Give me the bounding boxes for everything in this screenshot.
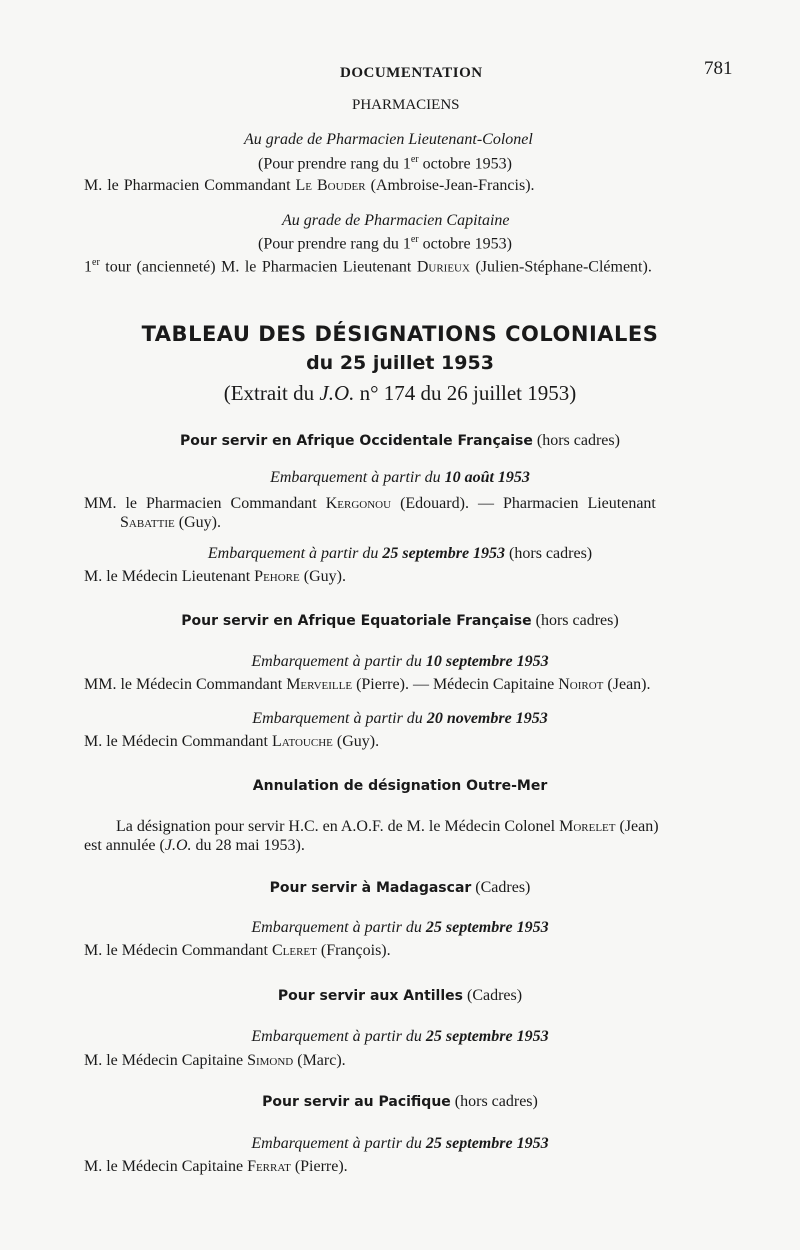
page-number: 781 (704, 58, 733, 79)
rank-line-1: (Pour prendre rang du 1er octobre 1953) (258, 154, 512, 173)
entry-kergonou: MM. le Pharmacien Commandant Kergonou (Edouard). — Pharmacien Lieutenant (84, 495, 656, 512)
annulation-line-1: La désignation pour servir H.C. en A.O.F. de M. le Médecin Colonel Morelet (Jean) (116, 818, 659, 835)
heading-antilles: Pour servir aux Antilles (Cadres) (277, 987, 523, 1004)
embarkation-aof-2: Embarquement à partir du 25 septembre 1953 (hors cadres) (207, 545, 593, 562)
embarkation-aof-1: Embarquement à partir du 10 août 1953 (270, 469, 530, 486)
embarkation-pacifique: Embarquement à partir du 25 septembre 1953 (251, 1135, 549, 1152)
tableau-date: du 25 juillet 1953 (306, 352, 494, 374)
entry-merveille-noirot: MM. le Médecin Commandant Merveille (Pierre). — Médecin Capitaine Noirot (Jean). (84, 676, 651, 693)
annulation-line-2: est annulée (J.O. du 28 mai 1953). (84, 837, 305, 854)
tableau-extract: (Extrait du J.O. n° 174 du 26 juillet 1953) (223, 381, 577, 405)
section-title-pharmaciens: PHARMACIENS (352, 97, 460, 113)
entry-le-bouder: M. le Pharmacien Commandant Le Bouder (Ambroise-Jean-Francis). (84, 177, 535, 194)
heading-annulation: Annulation de désignation Outre-Mer (252, 778, 548, 794)
entry-ferrat: M. le Médecin Capitaine Ferrat (Pierre). (84, 1158, 348, 1175)
embarkation-madagascar: Embarquement à partir du 25 septembre 1953 (251, 919, 549, 936)
heading-pacifique: Pour servir au Pacifique (hors cadres) (262, 1093, 538, 1110)
heading-aof: Pour servir en Afrique Occidentale Française (hors cadres) (180, 432, 620, 449)
entry-sabattie: Sabattie (Guy). (120, 514, 221, 531)
entry-cleret: M. le Médecin Commandant Cleret (François). (84, 942, 391, 959)
tableau-title: TABLEAU DES DÉSIGNATIONS COLONIALES (141, 322, 659, 346)
heading-madagascar: Pour servir à Madagascar (Cadres) (269, 879, 531, 896)
heading-aef: Pour servir en Afrique Equatoriale Française (hors cadres) (181, 612, 619, 629)
embarkation-aef-1: Embarquement à partir du 10 septembre 1953 (251, 653, 549, 670)
entry-simond: M. le Médecin Capitaine Simond (Marc). (84, 1052, 346, 1069)
entry-durieux: 1er tour (ancienneté) M. le Pharmacien Lieutenant Durieux (Julien-Stéphane-Clément). (84, 257, 652, 276)
entry-latouche: M. le Médecin Commandant Latouche (Guy). (84, 733, 380, 750)
grade-line-1: Au grade de Pharmacien Lieutenant-Colonel (244, 131, 533, 148)
entry-pehore: M. le Médecin Lieutenant Pehore (Guy). (84, 568, 346, 585)
grade-line-2: Au grade de Pharmacien Capitaine (282, 212, 510, 229)
embarkation-aef-2: Embarquement à partir du 20 novembre 1953 (252, 710, 548, 727)
running-title: DOCUMENTATION (340, 65, 483, 81)
rank-line-2: (Pour prendre rang du 1er octobre 1953) (258, 234, 512, 253)
embarkation-antilles: Embarquement à partir du 25 septembre 1953 (251, 1028, 549, 1045)
